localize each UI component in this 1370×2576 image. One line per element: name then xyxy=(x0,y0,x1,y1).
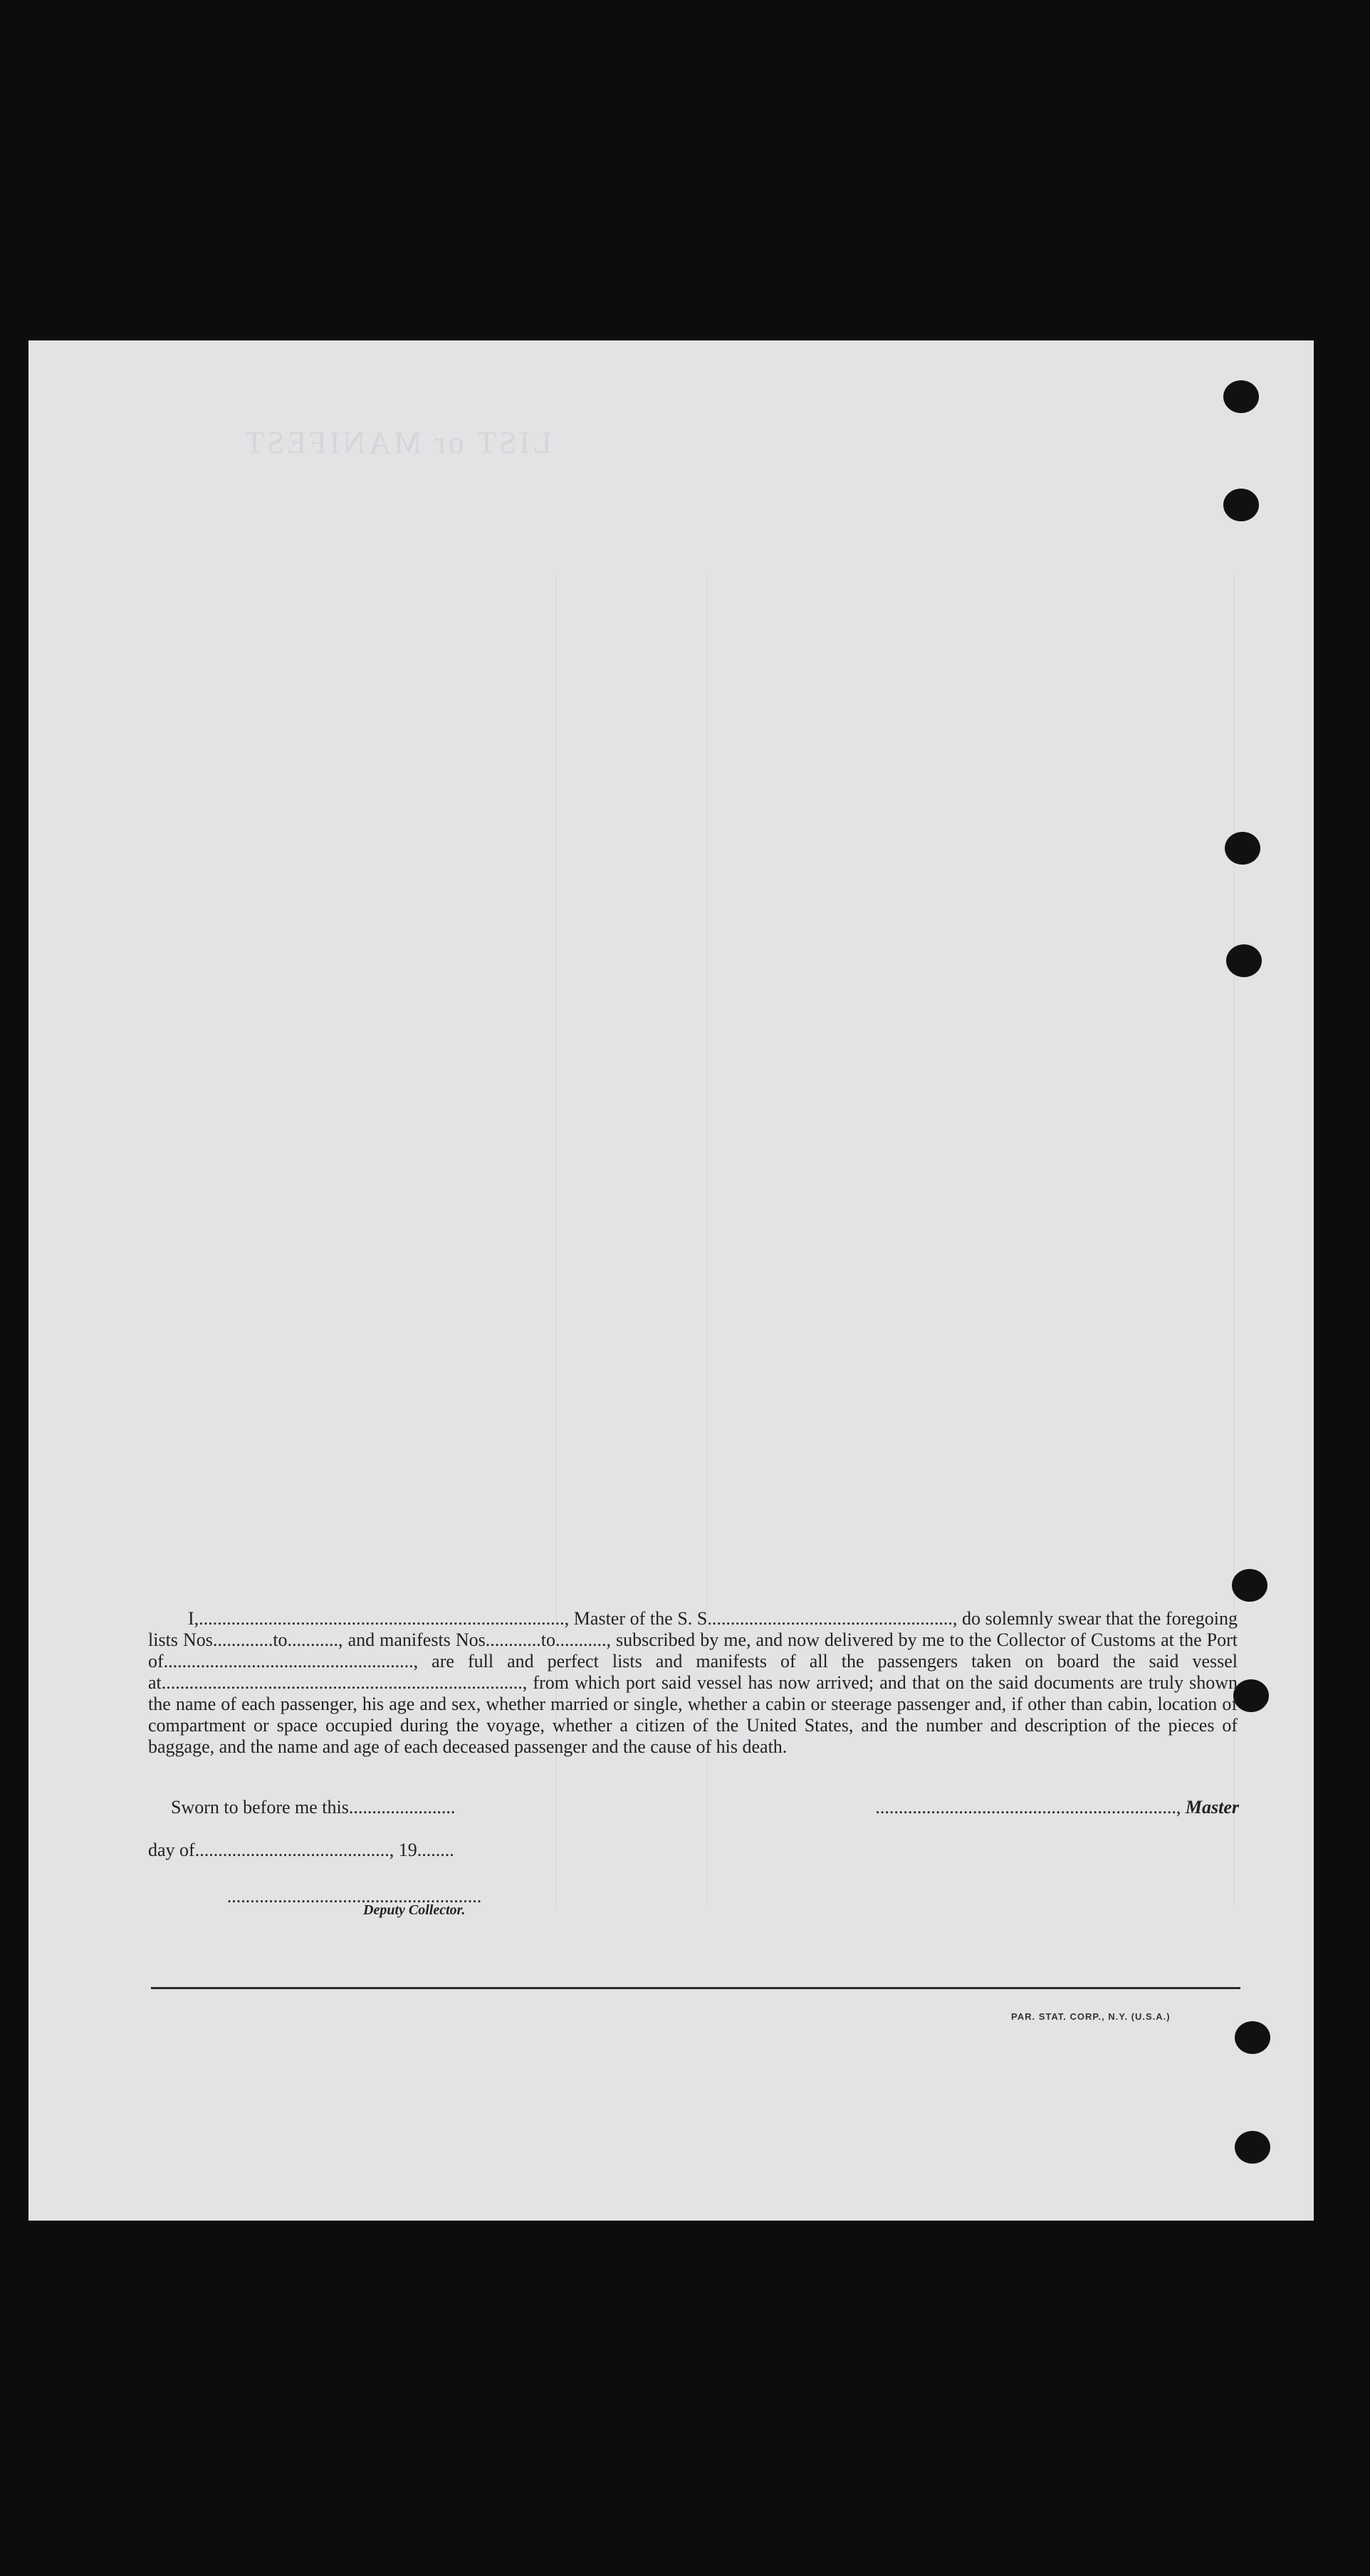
punch-hole-4 xyxy=(1226,944,1262,977)
oath-paragraph xyxy=(148,1608,1238,1758)
sworn-line: Sworn to before me this....................... xyxy=(171,1797,456,1818)
punch-hole-6 xyxy=(1233,1679,1269,1712)
punch-hole-1 xyxy=(1223,380,1259,413)
oath-text: I,..............................................................................., Master of the S. S....................................................., do solemnly swear that the foregoing lists Nos.............to..........., and manifests Nos............to..........., subscribed by me, and now delivered by me to the Collector of Customs at the Port of......................................................, are full and perfect lists and manifests of all the passengers taken on board the said vessel at.............................................................................., from which port said vessel has now arrived; and that on the said documents are truly shown the name of each passenger, his age and sex, whether married or single, whether a cabin or steerage passenger and, if other than cabin, location of compartment or space occupied during the voyage, whether a citizen of the United States, and the number and description of the pieces of baggage, and the name and age of each deceased passenger and the cause of his death. xyxy=(148,1608,1238,1757)
punch-hole-2 xyxy=(1223,489,1259,521)
footer-rule xyxy=(151,1987,1240,1989)
day-of-line: day of.........................................., 19........ xyxy=(148,1840,454,1860)
deputy-collector-dots: ....................................................... xyxy=(226,1886,482,1907)
punch-hole-3 xyxy=(1225,832,1260,865)
master-dots: ................................................................. xyxy=(875,1797,1176,1818)
punch-hole-7 xyxy=(1235,2021,1270,2054)
ghost-heading: LIST or MANIFEST xyxy=(242,425,552,460)
master-signature-line: ................................................................., Master xyxy=(875,1797,1239,1818)
punch-hole-5 xyxy=(1232,1569,1267,1602)
deputy-collector-label: Deputy Collector. xyxy=(363,1902,466,1918)
printer-imprint: PAR. STAT. CORP., N.Y. (U.S.A.) xyxy=(1011,2011,1171,2022)
master-label: Master xyxy=(1185,1797,1239,1818)
punch-hole-8 xyxy=(1235,2131,1270,2164)
document-page xyxy=(28,340,1314,2221)
